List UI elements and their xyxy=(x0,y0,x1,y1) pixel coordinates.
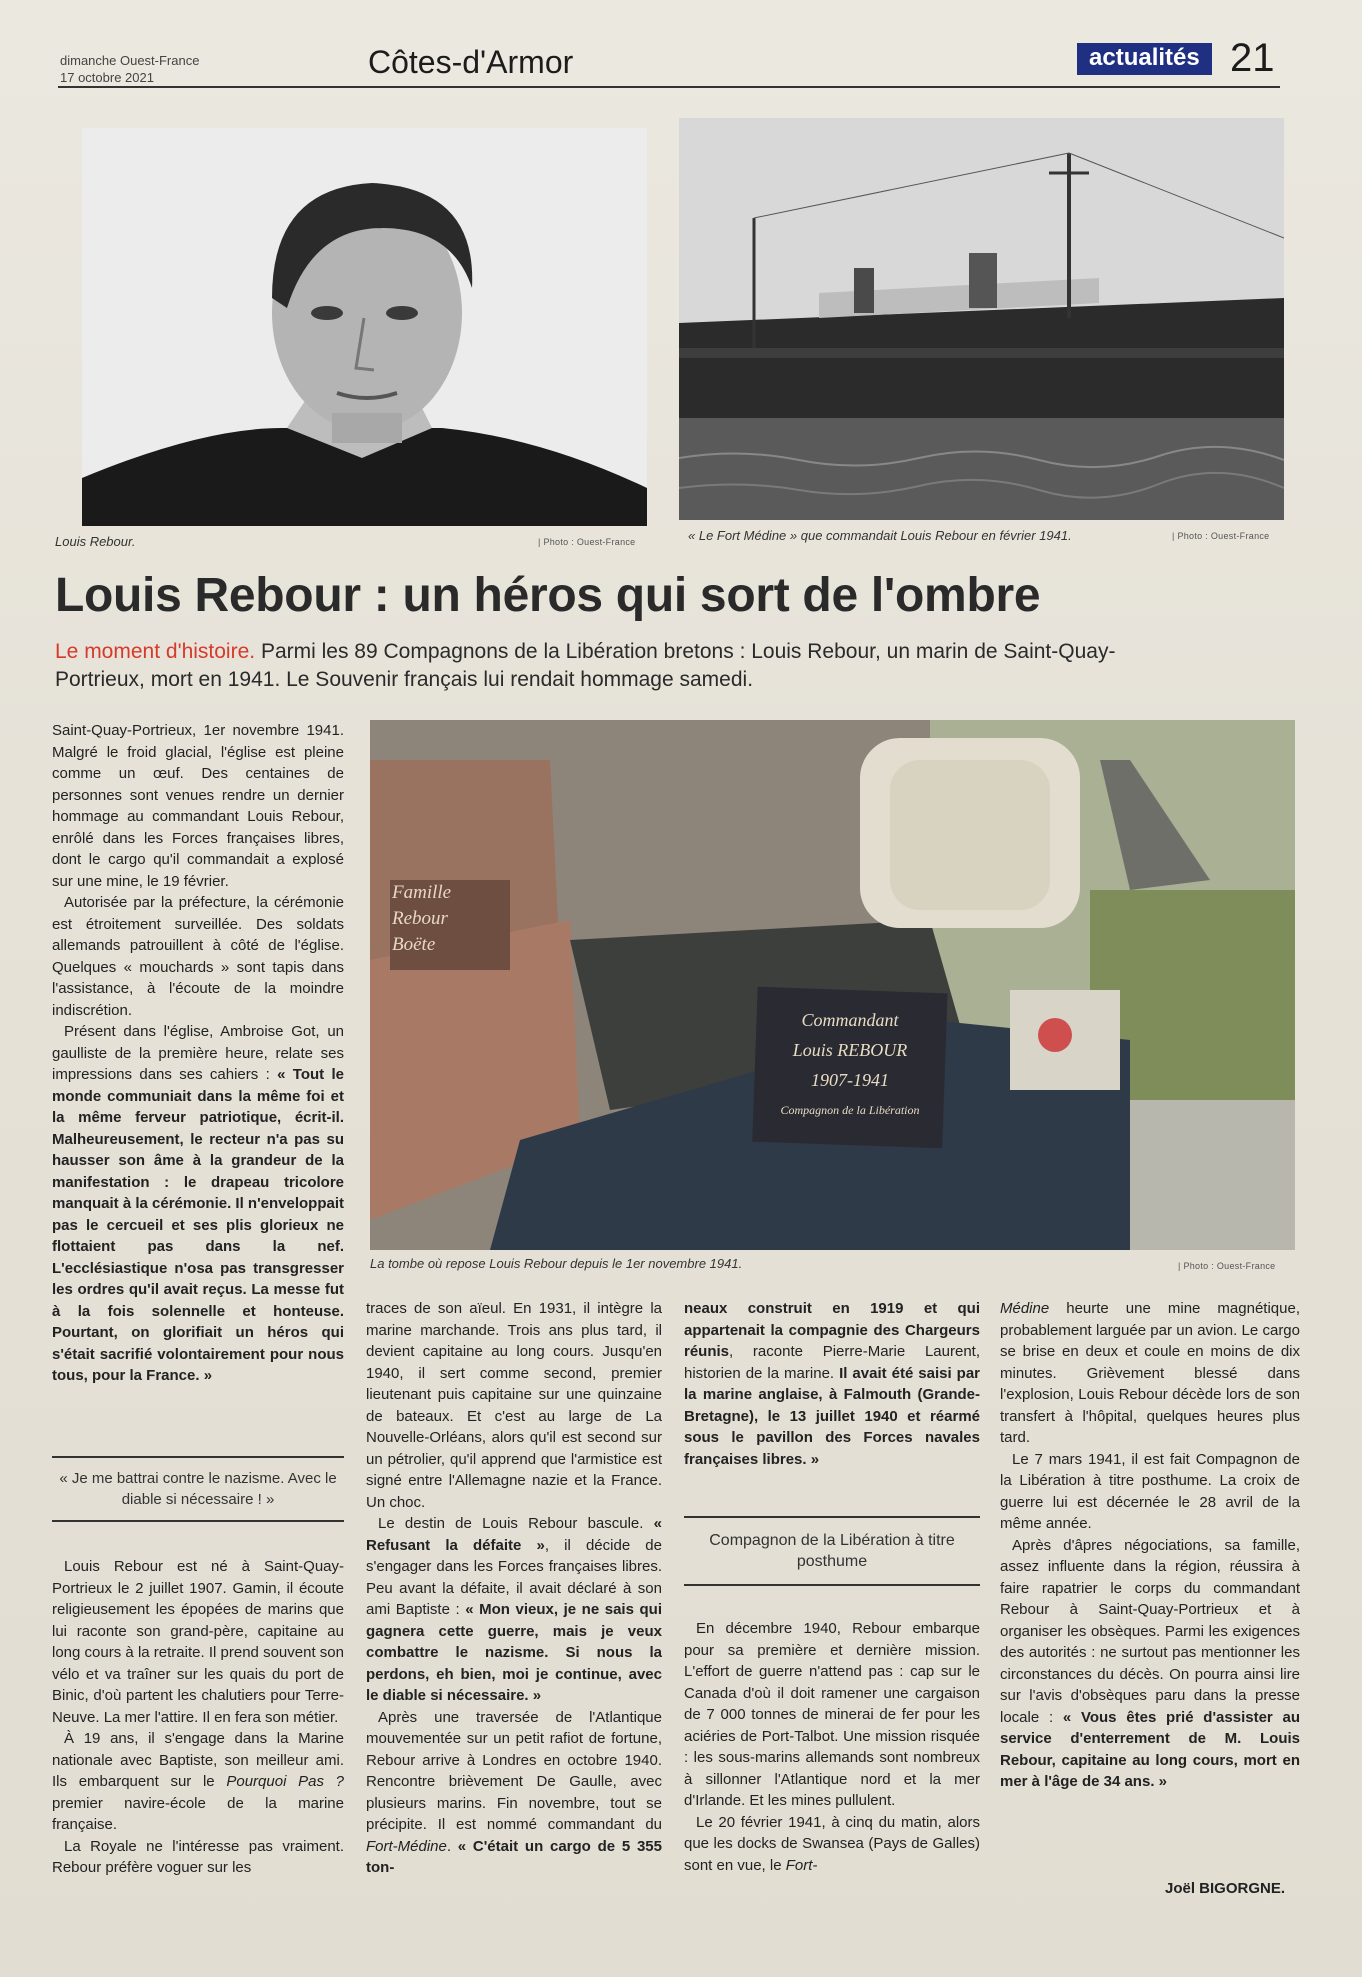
quote-text: « Tout le monde communiait dans la même foi et la même ferveur patriotique, écrit-il. Malheureusement, le recteur n'a pas su hausser son âme à la grandeur de la manifestation : le drapeau tricolore manquait à la cérémonie. Il n'enveloppait pas le cercueil et ses plis glorieux ne flottaient pas dans la nef. L'ecclésiastique n'osa pas transgresser les ordres qu'il avait reçus. La messe fut à la fois solennelle et honteuse. Pourtant, on glorifiait un héros qui s'était sacrifié volontairement pour nous tous, pour la France. » xyxy=(52,1066,344,1384)
edition-name: dimanche Ouest-France xyxy=(60,53,200,68)
subhead-text: Compagnon de la Libération à titre posthume xyxy=(709,1532,955,1570)
paragraph xyxy=(366,1513,662,1707)
paragraph-text: Après une traversée de l'Atlantique mouvementée sur un petit rafiot de fortune, Rebour arrive à Londres en octobre 1940. Rencontre brièvement De Gaulle, avec plusieurs marins. Fin novembre, tout se précipite. Il est nommé commandant du xyxy=(366,1708,662,1833)
paragraph-text: Le destin de Louis Rebour bascule. xyxy=(378,1515,654,1532)
paragraph: Louis Rebour est né à Saint-Quay-Portrieux le 2 juillet 1907. Gamin, il écoute religieusement les épopées de marins que lui raconte son grand-père, capitaine au long cours à la retraite. Il prend souvent son vélo et va traîner sur les quais du port de Binic, d'où partent les chalutiers pour Terre-Neuve. La mer l'attire. Il en fera son métier. xyxy=(52,1558,344,1726)
deck-text: Parmi les 89 Compagnons de la Libération bretons : Louis Rebour, un marin de Saint-Quay-Portrieux, mort en 1941. Le Souvenir français lui rendait hommage samedi. xyxy=(55,640,1116,691)
pull-quote xyxy=(52,1456,344,1522)
paragraph xyxy=(366,1707,662,1879)
column-2 xyxy=(366,1298,662,1879)
paragraph-text: À 19 ans, il s'engage dans la Marine nationale avec Baptiste, son meilleur ami. Ils embarquent sur le xyxy=(52,1730,344,1790)
family-plaque xyxy=(392,880,512,958)
article-headline: Louis Rebour : un héros qui sort de l'ombre xyxy=(55,569,1041,622)
deck-kicker: Le moment d'histoire. xyxy=(55,640,256,663)
rubric-badge: actualités xyxy=(1077,43,1212,75)
paragraph xyxy=(684,1812,980,1877)
column-1-bottom xyxy=(52,1556,344,1879)
family-plaque-line3: Boëte xyxy=(392,934,436,955)
paragraph-text: , il décide de s'engager dans les Forces françaises libres. Peu avant la défaite, il avait déclaré à son ami Baptiste : xyxy=(366,1536,662,1618)
plaque-line2: Louis REBOUR xyxy=(792,1040,908,1060)
ship-name: Fort-Médine xyxy=(366,1837,447,1855)
portrait-photo xyxy=(82,128,647,526)
ship-name: Pourquoi Pas ? xyxy=(226,1773,344,1790)
column-3 xyxy=(684,1298,980,1470)
paragraph: traces de son aïeul. En 1931, il intègre la marine marchande. Trois ans plus tard, il devient capitaine au long cours. Jusqu'en 1940, il sert comme second, premier lieutenant puis capitaine sur une quinzaine de bateaux. Et c'est au large de La Nouvelle-Orléans, alors qu'il est second sur un pétrolier, qu'il apprend que l'armistice est signé entre l'Allemagne nazie et la France. Un choc. xyxy=(366,1300,662,1511)
article-deck xyxy=(55,638,1165,694)
paragraph-text: Après d'âpres négociations, sa famille, assez influente dans la région, réussira à faire rapatrier le corps du commandant Rebour à Saint-Quay-Portrieux et à organiser les obsèques. Parmi les exigences des autorités : ne surtout pas mentionner les circonstances du décès. On pourra ainsi lire sur l'avis d'obsèques paru dans la presse locale : xyxy=(1000,1536,1300,1726)
header-rule xyxy=(58,86,1280,88)
plaque-line3: 1907-1941 xyxy=(811,1070,889,1090)
paragraph xyxy=(1000,1298,1300,1449)
paragraph-text: premier navire-école de la marine française. xyxy=(52,1794,344,1833)
quote-text: « Mon vieux, je ne sais qui gagnera cette guerre, mais je veux combattre le nazisme. Si nous la perdons, eh bien, moi je continue, avec le diable si nécessaire. » xyxy=(366,1601,662,1704)
column-4 xyxy=(1000,1298,1300,1793)
quote-text: « C'était un cargo de 5 355 ton- xyxy=(366,1837,662,1876)
grave-photo xyxy=(370,720,1295,1250)
plaque-line1: Commandant xyxy=(801,1010,899,1030)
quote-text: « Refusant la défaite » xyxy=(366,1515,662,1554)
plaque-line4: Compagnon de la Libération xyxy=(780,1103,920,1117)
paragraph: Saint-Quay-Portrieux, 1er novembre 1941. Malgré le froid glacial, l'église est pleine comme un œuf. Des centaines de personnes sont venues rendre un dernier hommage au commandant Louis Rebour, enrôlé dans les Forces françaises libres, dont le cargo qu'il commandait a explosé sur une mine, le 19 février. xyxy=(52,722,344,890)
quote-text: « Vous êtes prié d'assister au service d'enterrement de M. Louis Rebour, capitaine au long cours, mort en mer à l'âge de 34 ans. » xyxy=(1000,1708,1301,1790)
paragraph: Autorisée par la préfecture, la cérémonie est étroitement surveillée. Des soldats allemands patrouillent à côté de l'église. Quelques « mouchards » sont tapis dans l'assistance, à l'écoute de la moindre indiscrétion. xyxy=(52,894,344,1019)
pull-quote-text: « Je me battrai contre le nazisme. Avec le diable si nécessaire ! » xyxy=(59,1470,337,1508)
subhead-rule-bottom xyxy=(684,1584,980,1586)
ship-credit: | Photo : Ouest-France xyxy=(1172,531,1270,541)
paragraph-text: . xyxy=(446,1837,458,1855)
ship-illustration xyxy=(679,118,1284,520)
grave-caption: La tombe où repose Louis Rebour depuis le 1er novembre 1941. xyxy=(370,1256,743,1271)
paragraph: En décembre 1940, Rebour embarque pour sa première et dernière mission. L'effort de guerre n'attend pas : cap sur le Canada d'où il doit ramener une cargaison de 7 000 tonnes de minerai de fer pour les aciéries de Port-Talbot. Une mission risquée : les sous-marins allemands sont nombreux à sillonner l'Atlantique nord et la mer d'Irlande. Et les mines pullulent. xyxy=(684,1620,980,1809)
grave-illustration xyxy=(370,720,1295,1250)
section-title: Côtes-d'Armor xyxy=(368,44,574,80)
paragraph-text: Le 20 février 1941, à cinq du matin, alors que les docks de Swansea (Pays de Galles) sont en vue, le xyxy=(684,1813,980,1874)
paragraph: La Royale ne l'intéresse pas vraiment. Rebour préfère voguer sur les xyxy=(52,1837,344,1876)
portrait-caption: Louis Rebour. xyxy=(55,534,136,549)
page-number: 21 xyxy=(1230,36,1275,80)
paragraph-text: , raconte Pierre-Marie Laurent, historien de la marine. xyxy=(684,1343,980,1382)
ship-name: Fort- xyxy=(785,1856,818,1874)
paragraph xyxy=(52,1021,344,1387)
edition-date xyxy=(60,52,199,86)
portrait-illustration xyxy=(82,128,647,526)
paragraph-text: Présent dans l'église, Ambroise Got, un gaulliste de la première heure, relate ses impressions dans ses cahiers : xyxy=(52,1023,344,1083)
paragraph xyxy=(1000,1535,1300,1793)
paragraph xyxy=(52,1728,344,1836)
column-1-top xyxy=(52,720,344,1387)
ship-photo xyxy=(679,118,1284,520)
edition-day: 17 octobre 2021 xyxy=(60,70,154,85)
paragraph xyxy=(684,1298,980,1470)
family-plaque-line2: Rebour xyxy=(392,908,448,929)
ship-caption: « Le Fort Médine » que commandait Louis Rebour en février 1941. xyxy=(688,528,1072,543)
paragraph: Le 7 mars 1941, il est fait Compagnon de la Libération à titre posthume. La croix de guerre lui est décernée le 28 avril de la même année. xyxy=(1000,1450,1300,1532)
paragraph-text: heurte une mine magnétique, probablement larguée par un avion. Le cargo se brise en deux et coule en moins de dix minutes. Grièvement blessé dans l'explosion, Louis Rebour décède lors de son transfert à l'hôpital, quelques heures plus tard. xyxy=(1000,1300,1300,1446)
quote-text: Il avait été saisi par la marine anglaise, à Falmouth (Grande-Bretagne), le 13 juillet 1940 et réarmé sous le pavillon des Forces navales françaises libres. » xyxy=(684,1364,981,1468)
column-3-bottom xyxy=(684,1618,980,1876)
author-signature: Joël BIGORGNE. xyxy=(1165,1880,1286,1897)
subhead xyxy=(684,1516,980,1586)
grave-credit: | Photo : Ouest-France xyxy=(1178,1261,1276,1271)
commandant-plaque xyxy=(762,1005,938,1125)
quote-text: neaux construit en 1919 et qui appartenait la compagnie des Chargeurs réunis xyxy=(684,1300,980,1360)
pull-quote-rule-bottom xyxy=(52,1520,344,1522)
family-plaque-line1: Famille xyxy=(392,882,452,903)
portrait-credit: | Photo : Ouest-France xyxy=(538,537,636,547)
ship-name: Médine xyxy=(1000,1300,1050,1317)
